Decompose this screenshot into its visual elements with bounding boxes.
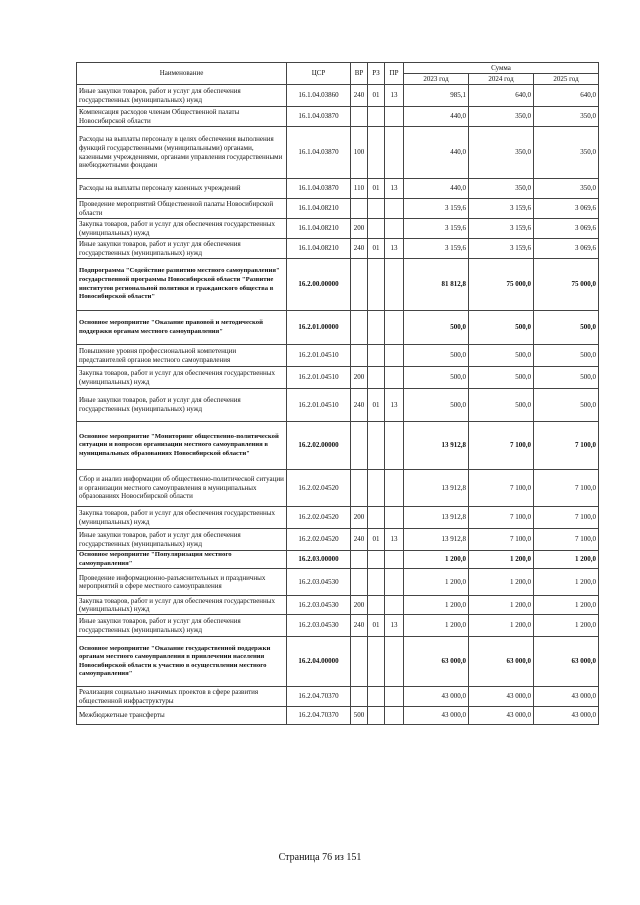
cell-csr: 16.2.02.04520	[287, 529, 351, 551]
cell-2025: 500,0	[534, 367, 599, 389]
cell-2024: 500,0	[469, 367, 534, 389]
cell-pr	[385, 311, 404, 345]
header-year-2025: 2025 год	[534, 74, 599, 85]
cell-2023: 13 912,8	[404, 470, 469, 507]
cell-2025: 500,0	[534, 311, 599, 345]
cell-name: Основное мероприятие "Популяризация местного самоуправления"	[77, 551, 287, 569]
cell-name: Расходы на выплаты персоналу казенных учреждений	[77, 179, 287, 199]
cell-vr	[351, 687, 368, 707]
cell-2024: 3 159,6	[469, 219, 534, 239]
table-row	[77, 367, 599, 389]
cell-2023: 985,1	[404, 85, 469, 107]
cell-2024: 1 200,0	[469, 569, 534, 596]
cell-vr	[351, 259, 368, 311]
cell-2023: 440,0	[404, 127, 469, 179]
table-header	[77, 63, 599, 85]
cell-csr: 16.1.04.03870	[287, 179, 351, 199]
cell-csr: 16.1.04.08210	[287, 239, 351, 259]
cell-vr	[351, 345, 368, 367]
cell-2025: 640,0	[534, 85, 599, 107]
cell-2024: 1 200,0	[469, 615, 534, 637]
cell-csr: 16.2.04.70370	[287, 687, 351, 707]
cell-2025: 3 069,6	[534, 239, 599, 259]
cell-rz	[368, 107, 385, 127]
cell-rz	[368, 367, 385, 389]
cell-2024: 75 000,0	[469, 259, 534, 311]
cell-2025: 500,0	[534, 345, 599, 367]
cell-csr: 16.2.02.04520	[287, 470, 351, 507]
cell-csr: 16.2.03.04530	[287, 569, 351, 596]
cell-2025: 1 200,0	[534, 569, 599, 596]
cell-2023: 13 912,8	[404, 422, 469, 470]
cell-2023: 1 200,0	[404, 551, 469, 569]
cell-csr: 16.1.04.03870	[287, 107, 351, 127]
cell-rz	[368, 551, 385, 569]
cell-name: Иные закупки товаров, работ и услуг для обеспечения государственных (муниципальных) нужд	[77, 389, 287, 422]
cell-pr	[385, 470, 404, 507]
cell-vr	[351, 107, 368, 127]
cell-pr	[385, 551, 404, 569]
cell-csr: 16.2.01.04510	[287, 367, 351, 389]
cell-2023: 440,0	[404, 107, 469, 127]
cell-pr	[385, 259, 404, 311]
cell-name: Закупка товаров, работ и услуг для обеспечения государственных (муниципальных) нужд	[77, 219, 287, 239]
header-rz: РЗ	[368, 63, 385, 85]
cell-rz: 01	[368, 239, 385, 259]
cell-name: Иные закупки товаров, работ и услуг для обеспечения государственных (муниципальных) нужд	[77, 615, 287, 637]
cell-2024: 7 100,0	[469, 507, 534, 529]
cell-vr: 240	[351, 529, 368, 551]
cell-name: Проведение информационно-разъяснительных и праздничных мероприятий в сфере местного самоуправления	[77, 569, 287, 596]
cell-rz	[368, 637, 385, 687]
cell-2025: 1 200,0	[534, 551, 599, 569]
table-row	[77, 219, 599, 239]
cell-2024: 350,0	[469, 179, 534, 199]
cell-rz	[368, 219, 385, 239]
cell-name: Основное мероприятие "Оказание государственной поддержки органам местного самоуправления в привлечении населения Новосибирской области к участию в осуществлении местного самоуправления"	[77, 637, 287, 687]
table-row	[77, 422, 599, 470]
page-number: Страница 76 из 151	[278, 852, 362, 863]
cell-vr: 240	[351, 85, 368, 107]
cell-2024: 500,0	[469, 389, 534, 422]
cell-rz	[368, 127, 385, 179]
cell-vr	[351, 569, 368, 596]
cell-csr: 16.2.03.00000	[287, 551, 351, 569]
table-body	[77, 85, 599, 725]
table-row	[77, 637, 599, 687]
cell-name: Повышение уровня профессиональной компетенции представителей органов местного самоуправления	[77, 345, 287, 367]
cell-2025: 43 000,0	[534, 707, 599, 725]
cell-2023: 13 912,8	[404, 507, 469, 529]
cell-pr	[385, 569, 404, 596]
cell-vr: 240	[351, 389, 368, 422]
table-row	[77, 470, 599, 507]
cell-2025: 7 100,0	[534, 529, 599, 551]
cell-name: Закупка товаров, работ и услуг для обеспечения государственных (муниципальных) нужд	[77, 596, 287, 615]
cell-pr	[385, 345, 404, 367]
cell-name: Расходы на выплаты персоналу в целях обеспечения выполнения функций государственными (муниципальными) органами, казенными учреждениями, органами управления государственными внебюджетными фондами	[77, 127, 287, 179]
cell-vr: 200	[351, 507, 368, 529]
cell-name: Межбюджетные трансферты	[77, 707, 287, 725]
cell-pr: 13	[385, 85, 404, 107]
cell-name: Основное мероприятие "Мониторинг общественно-политической ситуации и вопросов организации местного самоуправления в муниципальных образованиях Новосибирской области"	[77, 422, 287, 470]
cell-2023: 3 159,6	[404, 199, 469, 219]
cell-csr: 16.1.04.03870	[287, 127, 351, 179]
cell-2025: 350,0	[534, 127, 599, 179]
cell-name: Сбор и анализ информации об общественно-политической ситуации и организации местного самоуправления в муниципальных образованиях Новосибирской области	[77, 470, 287, 507]
cell-2025: 350,0	[534, 179, 599, 199]
budget-table	[76, 62, 599, 725]
cell-2024: 7 100,0	[469, 529, 534, 551]
cell-2023: 500,0	[404, 367, 469, 389]
cell-rz: 01	[368, 179, 385, 199]
cell-csr: 16.2.02.04520	[287, 507, 351, 529]
cell-pr: 13	[385, 239, 404, 259]
table-row	[77, 615, 599, 637]
cell-pr: 13	[385, 529, 404, 551]
cell-2023: 43 000,0	[404, 687, 469, 707]
cell-2025: 75 000,0	[534, 259, 599, 311]
cell-2024: 3 159,6	[469, 199, 534, 219]
cell-pr: 13	[385, 389, 404, 422]
table-row	[77, 529, 599, 551]
cell-vr	[351, 470, 368, 507]
table-row	[77, 345, 599, 367]
cell-2025: 350,0	[534, 107, 599, 127]
cell-csr: 16.1.04.08210	[287, 219, 351, 239]
cell-2025: 3 069,6	[534, 219, 599, 239]
header-sum: Сумма	[404, 63, 599, 74]
cell-csr: 16.2.02.00000	[287, 422, 351, 470]
cell-rz	[368, 199, 385, 219]
cell-csr: 16.2.04.00000	[287, 637, 351, 687]
cell-name: Проведение мероприятий Общественной палаты Новосибирской области	[77, 199, 287, 219]
cell-2025: 1 200,0	[534, 596, 599, 615]
cell-name: Подпрограмма "Содействие развитию местного самоуправления" государственной программы Новосибирской области "Развитие институтов региональной политики и гражданского общества в Новосибирской области"	[77, 259, 287, 311]
cell-pr	[385, 199, 404, 219]
cell-2023: 500,0	[404, 345, 469, 367]
cell-vr: 100	[351, 127, 368, 179]
table-row	[77, 596, 599, 615]
table-row	[77, 199, 599, 219]
cell-2023: 1 200,0	[404, 569, 469, 596]
table-row	[77, 569, 599, 596]
table-row	[77, 259, 599, 311]
cell-vr	[351, 637, 368, 687]
header-pr: ПР	[385, 63, 404, 85]
table-row	[77, 239, 599, 259]
cell-2023: 1 200,0	[404, 615, 469, 637]
cell-2024: 500,0	[469, 345, 534, 367]
cell-name: Компенсация расходов членам Общественной палаты Новосибирской области	[77, 107, 287, 127]
cell-vr: 240	[351, 615, 368, 637]
header-year-2023: 2023 год	[404, 74, 469, 85]
cell-pr	[385, 637, 404, 687]
cell-pr	[385, 707, 404, 725]
cell-2023: 1 200,0	[404, 596, 469, 615]
cell-2023: 63 000,0	[404, 637, 469, 687]
table-row	[77, 687, 599, 707]
cell-2023: 81 812,8	[404, 259, 469, 311]
cell-2023: 13 912,8	[404, 529, 469, 551]
cell-2024: 7 100,0	[469, 470, 534, 507]
cell-2025: 7 100,0	[534, 507, 599, 529]
cell-2025: 63 000,0	[534, 637, 599, 687]
cell-csr: 16.2.03.04530	[287, 615, 351, 637]
cell-pr	[385, 107, 404, 127]
cell-name: Закупка товаров, работ и услуг для обеспечения государственных (муниципальных) нужд	[77, 507, 287, 529]
cell-pr	[385, 127, 404, 179]
cell-2024: 7 100,0	[469, 422, 534, 470]
cell-2024: 1 200,0	[469, 596, 534, 615]
cell-2023: 3 159,6	[404, 239, 469, 259]
cell-vr: 200	[351, 219, 368, 239]
cell-name: Основное мероприятие "Оказание правовой и методической поддержки органам местного самоуправления"	[77, 311, 287, 345]
cell-2024: 350,0	[469, 107, 534, 127]
cell-vr: 240	[351, 239, 368, 259]
cell-2024: 350,0	[469, 127, 534, 179]
cell-vr	[351, 422, 368, 470]
table-row	[77, 707, 599, 725]
cell-csr: 16.2.01.04510	[287, 345, 351, 367]
cell-2023: 440,0	[404, 179, 469, 199]
cell-2025: 3 069,6	[534, 199, 599, 219]
cell-pr	[385, 219, 404, 239]
cell-rz	[368, 569, 385, 596]
cell-vr	[351, 311, 368, 345]
cell-vr: 200	[351, 367, 368, 389]
cell-rz: 01	[368, 389, 385, 422]
cell-name: Иные закупки товаров, работ и услуг для обеспечения государственных (муниципальных) нужд	[77, 529, 287, 551]
cell-rz	[368, 507, 385, 529]
header-name: Наименование	[77, 63, 287, 85]
cell-vr	[351, 551, 368, 569]
cell-csr: 16.2.01.04510	[287, 389, 351, 422]
cell-rz	[368, 311, 385, 345]
cell-pr	[385, 367, 404, 389]
cell-rz	[368, 345, 385, 367]
cell-rz	[368, 259, 385, 311]
cell-2024: 640,0	[469, 85, 534, 107]
cell-pr	[385, 687, 404, 707]
cell-2025: 7 100,0	[534, 422, 599, 470]
cell-2023: 500,0	[404, 389, 469, 422]
cell-rz	[368, 707, 385, 725]
table-row	[77, 311, 599, 345]
cell-rz	[368, 422, 385, 470]
cell-rz	[368, 687, 385, 707]
table-row	[77, 127, 599, 179]
cell-rz	[368, 596, 385, 615]
cell-csr: 16.2.04.70370	[287, 707, 351, 725]
cell-vr: 200	[351, 596, 368, 615]
cell-pr: 13	[385, 615, 404, 637]
cell-2025: 7 100,0	[534, 470, 599, 507]
table-row	[77, 107, 599, 127]
cell-vr	[351, 199, 368, 219]
cell-csr: 16.1.04.08210	[287, 199, 351, 219]
cell-2023: 43 000,0	[404, 707, 469, 725]
table-row	[77, 85, 599, 107]
table-row	[77, 179, 599, 199]
cell-pr	[385, 422, 404, 470]
cell-pr	[385, 507, 404, 529]
cell-csr: 16.2.03.04530	[287, 596, 351, 615]
header-csr: ЦСР	[287, 63, 351, 85]
cell-pr: 13	[385, 179, 404, 199]
table-row	[77, 507, 599, 529]
cell-2023: 3 159,6	[404, 219, 469, 239]
cell-name: Закупка товаров, работ и услуг для обеспечения государственных (муниципальных) нужд	[77, 367, 287, 389]
cell-name: Реализация социально значимых проектов в сфере развития общественной инфраструктуры	[77, 687, 287, 707]
cell-2024: 500,0	[469, 311, 534, 345]
cell-rz: 01	[368, 529, 385, 551]
cell-2024: 43 000,0	[469, 687, 534, 707]
cell-csr: 16.2.00.00000	[287, 259, 351, 311]
cell-2024: 1 200,0	[469, 551, 534, 569]
cell-rz: 01	[368, 615, 385, 637]
cell-csr: 16.2.01.00000	[287, 311, 351, 345]
cell-2024: 63 000,0	[469, 637, 534, 687]
cell-rz	[368, 470, 385, 507]
table-row	[77, 551, 599, 569]
cell-csr: 16.1.04.03860	[287, 85, 351, 107]
cell-rz: 01	[368, 85, 385, 107]
cell-vr: 110	[351, 179, 368, 199]
cell-pr	[385, 596, 404, 615]
cell-2025: 43 000,0	[534, 687, 599, 707]
cell-2024: 3 159,6	[469, 239, 534, 259]
cell-vr: 500	[351, 707, 368, 725]
header-vr: ВР	[351, 63, 368, 85]
cell-2024: 43 000,0	[469, 707, 534, 725]
cell-name: Иные закупки товаров, работ и услуг для обеспечения государственных (муниципальных) нужд	[77, 239, 287, 259]
cell-2025: 1 200,0	[534, 615, 599, 637]
table-row	[77, 389, 599, 422]
cell-name: Иные закупки товаров, работ и услуг для обеспечения государственных (муниципальных) нужд	[77, 85, 287, 107]
header-year-2024: 2024 год	[469, 74, 534, 85]
cell-2025: 500,0	[534, 389, 599, 422]
cell-2023: 500,0	[404, 311, 469, 345]
